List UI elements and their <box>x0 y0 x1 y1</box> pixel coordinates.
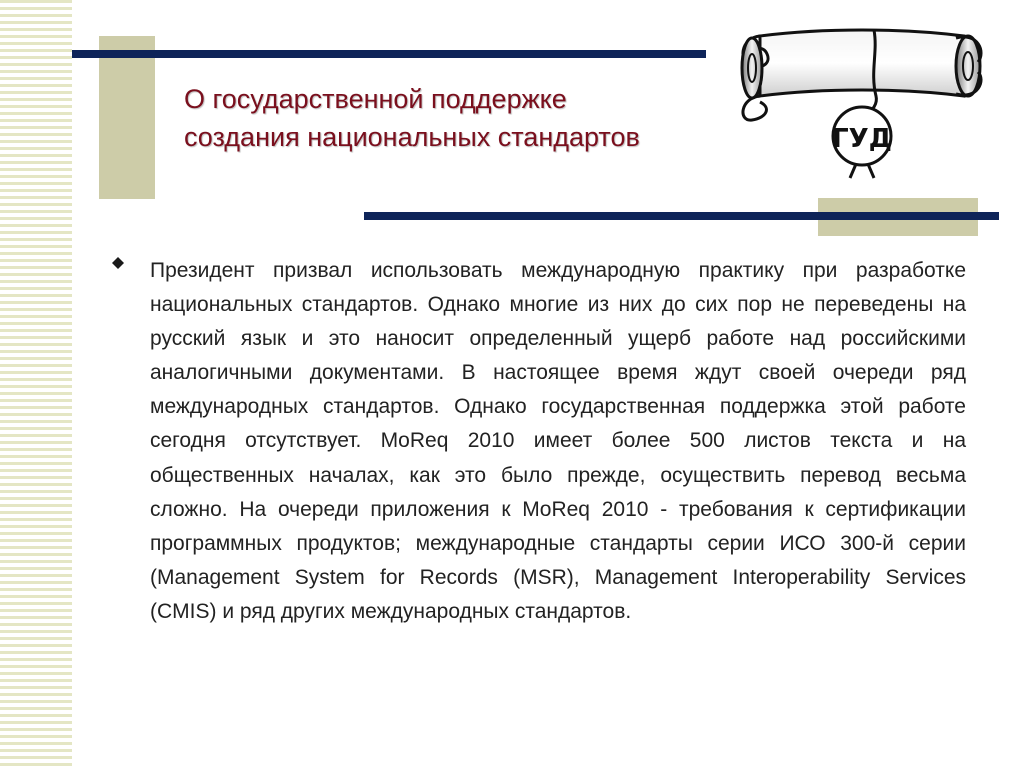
scroll-with-seal-icon <box>732 22 988 180</box>
navy-rule-top <box>72 50 706 58</box>
slide-title-line-1: О государственной поддержке <box>184 84 567 114</box>
diamond-bullet-icon <box>112 257 124 269</box>
body-paragraph: Президент призвал использовать международную практику при разработке национальных стандартов. Однако многие из них до сих пор не переведены на русский язык и это наносит определенный ущерб работе над российскими аналогичными документами. В настоящее время ждут своей очереди ряд международных стандартов. Однако государственная поддержка этой работе сегодня отсутствует. MoReq 2010 имеет более 500 листов текста и на общественных началах, как это было прежде, осуществить перевод весьма сложно. На очереди приложения к MoReq 2010 - требования к сертификации программных продуктов; международные стандарты серии ИСО 300-й серии (Management System for Records (MSR), Management Interoperability Services (CMIS) и ряд других международных стандартов. <box>150 259 966 623</box>
slide-title <box>184 80 744 156</box>
striped-border-decoration <box>0 0 72 768</box>
beige-accent-block-top <box>99 36 155 199</box>
slide-title-line-2: создания национальных стандартов <box>184 122 640 152</box>
seal-text: ГУД <box>832 124 892 154</box>
navy-rule-bottom <box>364 212 999 220</box>
